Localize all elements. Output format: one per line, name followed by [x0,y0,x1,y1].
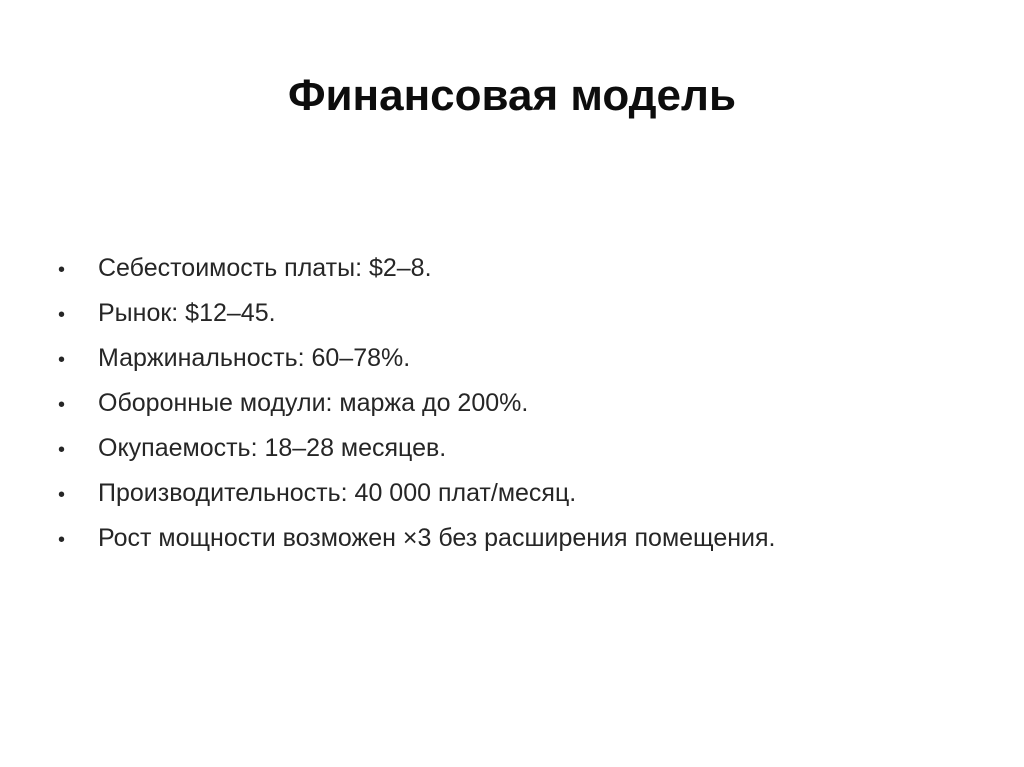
list-item [58,473,978,518]
list-item [58,338,978,383]
bullet-icon: • [58,529,66,551]
bullet-icon: • [58,439,66,461]
list-item-text: Производительность: 40 000 плат/месяц. [98,479,577,507]
list-item-text: Себестоимость платы: $2–8. [98,254,432,282]
bullet-icon: • [58,484,66,506]
list-item [58,248,978,293]
bullet-icon: • [58,394,66,416]
list-item [58,518,978,563]
list-item [58,383,978,428]
bullet-icon: • [58,259,66,281]
list-item-text: Оборонные модули: маржа до 200%. [98,389,529,417]
list-item-text: Рост мощности возможен ×3 без расширения помещения. [98,524,776,552]
list-item [58,428,978,473]
list-item [58,293,978,338]
list-item-text: Маржинальность: 60–78%. [98,344,411,372]
list-item-text: Окупаемость: 18–28 месяцев. [98,434,447,462]
list-item-text: Рынок: $12–45. [98,299,276,327]
bullet-icon: • [58,349,66,371]
bullet-icon: • [58,304,66,326]
slide-title: Финансовая модель [287,71,737,120]
bullet-list [58,248,978,563]
